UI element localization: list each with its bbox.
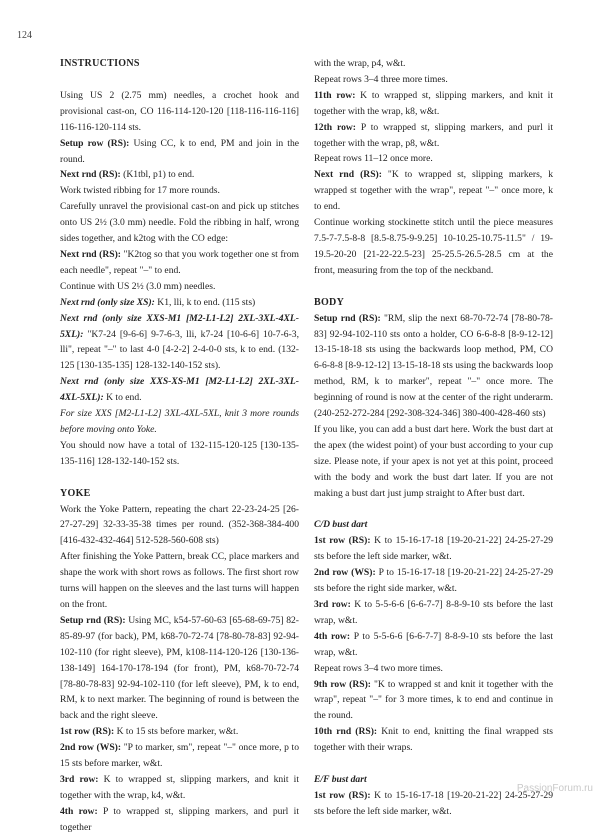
setup-row: Setup row (RS): Using CC, k to end, PM and join in the round. [60, 137, 299, 165]
yoke-row-2: 2nd row (WS): "P to marker, sm", repeat "–" once more, p to 15 sts before marker, w&t. [60, 742, 299, 770]
body-setup-rnd: Setup rnd (RS): "RM, slip the next 68-70-72-74 [78-80-78-83] 92-94-102-110 sts onto a holder, CO 6-6-8-8 [8-9-12-12] 13-15-18-18 sts using the backwards loop method, PM, CO 6-6-8-8 [8-9-12-12] 13-15-18-18 sts using the backwards loop method, RM, k to marker", repeat "–" once more. The beginning of round is now at the center of the right underarm. (240-252-272-284 [292-308-324-346] 380-400-428-460 sts) [314, 312, 553, 420]
cd-row-1: 1st row (RS): K to 15-16-17-18 [19-20-21-22] 24-25-27-29 sts before the left side marker, w&t. [314, 535, 553, 563]
unravel-paragraph: Carefully unravel the provisional cast-on and pick up stitches onto US 2½ (3.0 mm) needle. Fold the ribbing in half, wrong sides together, and k2tog with the CO edge: [60, 201, 299, 245]
bust-dart-paragraph: If you like, you can add a bust dart here. Work the bust dart at the apex (the widest point) of your bust according to your cup size. Please note, if your apex is not yet at this point, proceed with the body and work the bust dart later. If you are not making a bust dart just jump straight to After bust dart. [314, 423, 553, 499]
repeat-rows-11-12: Repeat rows 11–12 once more. [314, 153, 433, 165]
cd-bust-dart-heading: C/D bust dart [314, 519, 368, 531]
yoke-heading: YOKE [60, 487, 91, 499]
next-rnd-size-xs: Next rnd (only size XS): K1, lli, k to end. (115 sts) [60, 296, 256, 308]
watermark: PassionForum.ru [516, 783, 593, 794]
yoke-setup-rnd: Setup rnd (RS): Using MC, k54-57-60-63 [65-68-69-75] 82-85-89-97 (for back), PM, k68-70-72-74 [78-80-78-83] 92-94-102-110 (for right sleeve), PM, k108-114-120-126 [130-136-138-149] 164-170-178-194 (for front), PM, k68-70-72-74 [78-80-78-83] 92-94-102-110 (for left sleeve), PM, k to end, RM, k to next marker. The beginning of round is between the back and the right sleeve. [60, 614, 299, 722]
instructions-heading: INSTRUCTIONS [60, 58, 140, 69]
yoke-row-4: 4th row: P to wrapped st, slipping markers, and purl it together [60, 805, 299, 833]
yoke-row-11: 11th row: K to wrapped st, slipping markers, and knit it together with the wrap, k8, w&t. [314, 89, 553, 117]
yoke-row-12: 12th row: P to wrapped st, slipping markers, and purl it together with the wrap, p8, w&t. [314, 121, 553, 149]
cd-row-2: 2nd row (WS): P to 15-16-17-18 [19-20-21-22] 24-25-27-29 sts before the right side marker, w&t. [314, 567, 554, 595]
ef-row-1: 1st row (RS): K to 15-16-17-18 [19-20-21-22] 24-25-27-29 sts before the left side marker, w&t. [314, 789, 553, 817]
cast-on-paragraph: Using US 2 (2.75 mm) needles, a crochet hook and provisional cast-on, CO 116-114-120-120 [118-116-116-116] 116-116-120-114 sts. [60, 89, 299, 133]
row-4-continued: with the wrap, p4, w&t. [314, 58, 406, 69]
cd-row-3: 3rd row: K to 5-5-6-6 [6-6-7-7] 8-8-9-10 sts before the last wrap, w&t. [314, 599, 554, 626]
next-rnd-size-group-2: Next rnd (only size XXS-M1 [M2-L1-L2] 2XL-3XL-4XL-5XL): "K7-24 [9-6-6] 9-7-6-3, lli, k7-24 [10-6-6] 10-7-6-3, lli", repeat "–" to last 4-0 [4-2-2] 2-4-0-0 sts, k to end. (132-125 [130-135-135] 128-132-140-152 sts). [60, 312, 299, 372]
yoke-pattern-paragraph: Work the Yoke Pattern, repeating the chart 22-23-24-25 [26-27-27-29] 32-33-35-38 times per round. (352-368-384-400 [416-432-432-464] 512-528-560-608 sts) [60, 503, 299, 547]
body-heading: BODY [314, 296, 345, 308]
yoke-row-3: 3rd row: K to wrapped st, slipping markers, and knit it together with the wrap, k4, w&t. [60, 773, 299, 801]
repeat-rows-3-4: Repeat rows 3–4 three more times. [314, 73, 448, 85]
total-stitches-paragraph: You should now have a total of 132-115-120-125 [130-135-135-116] 128-132-140-152 sts. [60, 439, 299, 467]
yoke-row-1: 1st row (RS): K to 15 sts before marker, w&t. [60, 726, 239, 738]
page-number: 124 [17, 30, 32, 41]
cd-row-9: 9th row (RS): "K to wrapped st and knit it together with the wrap", repeat "–" for 3 more times, k to end and continue in the round. [314, 678, 553, 722]
twisted-ribbing-paragraph: Work twisted ribbing for 17 more rounds. [60, 185, 220, 197]
cd-repeat: Repeat rows 3–4 two more times. [314, 662, 443, 674]
next-rnd-k2tog: Next rnd (RS): "K2tog so that you work together one st from each needle", repeat "–" to end. [60, 248, 299, 276]
yoke-next-rnd: Next rnd (RS): "K to wrapped st, slipping markers, k wrapped st together with the wrap", repeat "–" once more, k to end. [314, 169, 553, 213]
continue-paragraph: Continue with US 2½ (3.0 mm) needles. [60, 280, 216, 292]
size-note: For size XXS [M2-L1-L2] 3XL-4XL-5XL, knit 3 more rounds before moving onto Yoke. [60, 408, 299, 435]
next-rnd-size-group-3: Next rnd (only size XXS-XS-M1 [M2-L1-L2] 2XL-3XL-4XL-5XL): K to end. [60, 376, 299, 404]
next-rnd-rs: Next rnd (RS): (K1tbl, p1) to end. [60, 169, 195, 181]
stockinette-paragraph: Continue working stockinette stitch until the piece measures 7.5-7-7.5-8-8 [8.5-8.75-9-9.25] 10-10.25-10.75-11.5" / 19-19.5-20-20 [21-22-22.5-23] 25-25.5-26.5-28.5 cm at the front, measuring from the top of the neckband. [314, 217, 553, 276]
cd-row-4: 4th row: P to 5-5-6-6 [6-6-7-7] 8-8-9-10 sts before the last wrap, w&t. [314, 630, 553, 658]
ef-bust-dart-heading: E/F bust dart [314, 774, 367, 786]
short-rows-paragraph: After finishing the Yoke Pattern, break CC, place markers and shape the work with short rows as follows. The first short row turns will happen on the sleeves and the last turns will happen on the front. [60, 551, 299, 610]
right-column [314, 56, 553, 820]
cd-rnd-10: 10th rnd (RS): Knit to end, knitting the final wrapped sts together with their wraps. [314, 726, 553, 754]
left-column [60, 56, 299, 836]
